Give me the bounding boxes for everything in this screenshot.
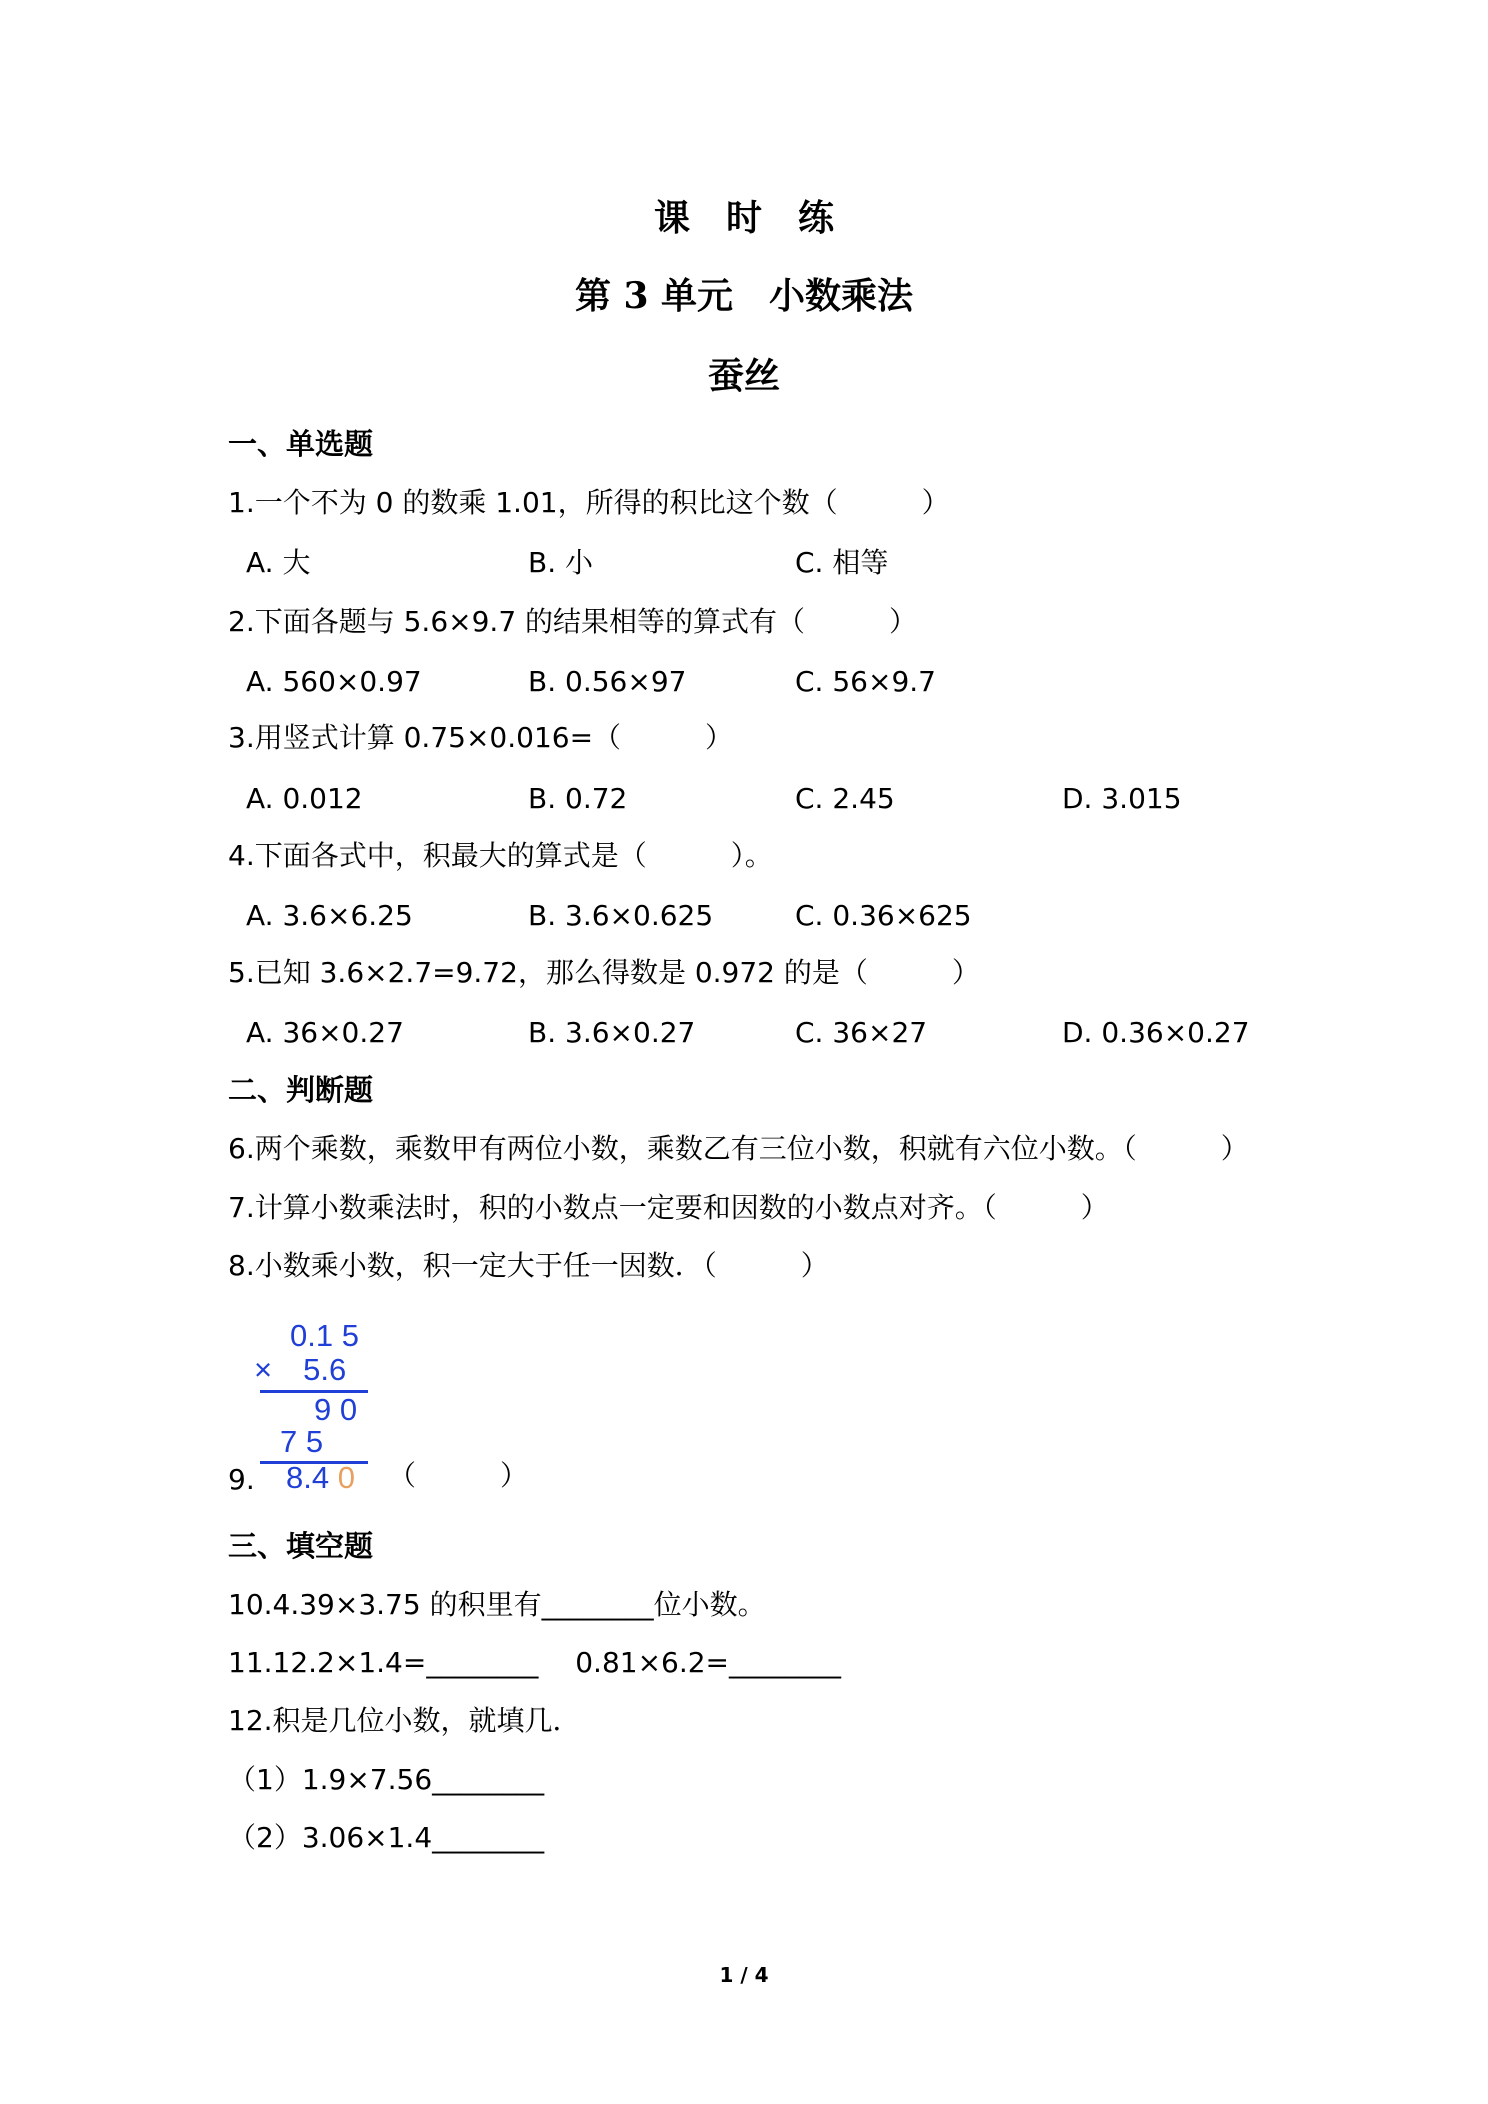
q1-option-b: B. 小	[528, 546, 594, 579]
q2-option-c: C. 56×9.7	[795, 665, 936, 698]
question-8: 8.小数乘小数，积一定大于任一因数．（ ）	[228, 1249, 829, 1282]
calc-product-last-digit: 0	[337, 1460, 355, 1495]
q3-option-b: B. 0.72	[528, 782, 628, 815]
q3-option-d: D. 3.015	[1062, 782, 1182, 815]
worksheet-title: 课 时 练	[653, 197, 834, 239]
q5-option-a: A. 36×0.27	[246, 1016, 404, 1049]
q1-option-c: C. 相等	[795, 546, 889, 579]
question-12-part-1: （1）1.9×7.56________	[228, 1763, 545, 1796]
section-single-choice: 一、单选题	[228, 427, 374, 461]
q2-option-b: B. 0.56×97	[528, 665, 687, 698]
question-12: 12.积是几位小数，就填几．	[228, 1704, 581, 1737]
q4-option-c: C. 0.36×625	[795, 899, 972, 932]
section-fill-blank: 三、填空题	[228, 1529, 374, 1563]
calc-multiplicand: 0.1 5	[290, 1318, 359, 1353]
q5-option-d: D. 0.36×0.27	[1062, 1016, 1250, 1049]
section-true-false: 二、判断题	[228, 1073, 374, 1107]
calc-partial-1: 9 0	[314, 1392, 358, 1427]
q5-option-c: C. 36×27	[795, 1016, 928, 1049]
q5-option-b: B. 3.6×0.27	[528, 1016, 696, 1049]
question-10: 10.4.39×3.75 的积里有________位小数。	[228, 1588, 766, 1621]
q1-option-a: A. 大	[246, 546, 311, 579]
page-number: 1 / 4	[719, 1963, 769, 1987]
question-9-answer-paren: （ ）	[388, 1459, 529, 1492]
question-7: 7.计算小数乘法时，积的小数点一定要和因数的小数点对齐。（ ）	[228, 1191, 1109, 1224]
question-4: 4.下面各式中，积最大的算式是（ ）。	[228, 839, 773, 872]
q3-option-a: A. 0.012	[246, 782, 363, 815]
vertical-multiplication	[248, 1318, 378, 1508]
calc-partial-2: 7 5	[280, 1424, 324, 1459]
q4-option-a: A. 3.6×6.25	[246, 899, 413, 932]
question-3: 3.用竖式计算 0.75×0.016=（ ）	[228, 721, 734, 754]
unit-title: 第 3 单元 小数乘法	[574, 275, 914, 317]
calc-product-digits: 8.4	[286, 1460, 338, 1495]
question-11: 11.12.2×1.4=________ 0.81×6.2=________	[228, 1646, 842, 1679]
question-6: 6.两个乘数，乘数甲有两位小数，乘数乙有三位小数，积就有六位小数。（ ）	[228, 1132, 1249, 1165]
q3-option-c: C. 2.45	[795, 782, 895, 815]
calc-multiplier: × 5.6	[254, 1352, 347, 1387]
question-2: 2.下面各题与 5.6×9.7 的结果相等的算式有（ ）	[228, 605, 918, 638]
q2-option-a: A. 560×0.97	[246, 665, 422, 698]
question-1: 1.一个不为 0 的数乘 1.01，所得的积比这个数（ ）	[228, 486, 950, 519]
question-9-number: 9.	[228, 1463, 255, 1496]
question-12-part-2: （2）3.06×1.4________	[228, 1821, 545, 1854]
calc-product	[286, 1460, 355, 1496]
question-5: 5.已知 3.6×2.7=9.72，那么得数是 0.972 的是（ ）	[228, 956, 980, 989]
q4-option-b: B. 3.6×0.625	[528, 899, 714, 932]
lesson-title: 蚕丝	[707, 355, 780, 397]
